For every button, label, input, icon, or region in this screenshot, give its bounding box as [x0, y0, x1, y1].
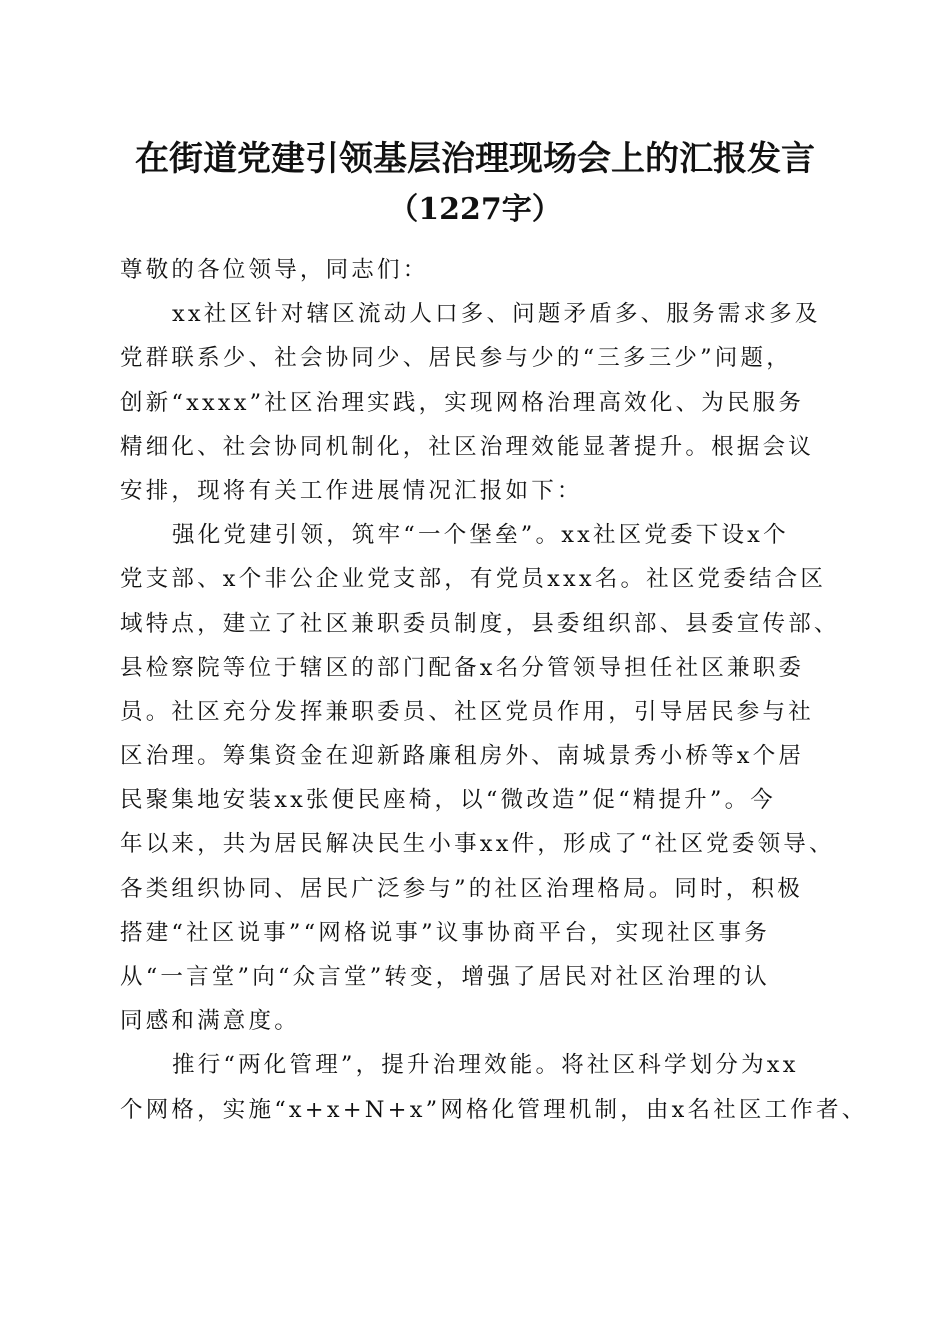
document-body: [120, 248, 868, 1132]
paragraph-line: 强化党建引领，筑牢“一个堡垒”。xx社区党委下设x个: [172, 522, 789, 549]
paragraph-line: 同感和满意度。: [120, 1008, 300, 1035]
salutation-line: 尊敬的各位领导，同志们：: [120, 257, 429, 283]
paragraph-line: 创新“xxxx”社区治理实践，实现网格治理高效化、为民服务: [120, 389, 805, 416]
paragraph-line: 民聚集地安装xx张便民座椅，以“微改造”促“精提升”。今: [120, 787, 776, 814]
paragraph-line: 域特点，建立了社区兼职委员制度，县委组织部、县委宣传部、: [120, 610, 840, 637]
paragraph-line: xx社区针对辖区流动人口多、问题矛盾多、服务需求多及: [172, 301, 821, 328]
paragraph-line: 党支部、x个非公企业党支部，有党员xxx名。社区党委结合区: [120, 566, 827, 593]
paragraph-line: 推行“两化管理”，提升治理效能。将社区科学划分为xx: [172, 1052, 799, 1079]
document-subtitle: （1227字）: [388, 192, 562, 227]
paragraph-line: 搭建“社区说事”“网格说事”议事协商平台，实现社区事务: [120, 919, 770, 946]
title-block: [100, 136, 850, 232]
paragraph-line: 从“一言堂”向“众言堂”转变，增强了居民对社区治理的认: [120, 964, 770, 990]
paragraph-line: 员。社区充分发挥兼职委员、社区党员作用，引导居民参与社: [120, 698, 814, 725]
paragraph-line: 各类组织协同、居民广泛参与”的社区治理格局。同时，积极: [120, 875, 803, 902]
document-title: 在街道党建引领基层治理现场会上的汇报发言: [135, 139, 815, 179]
paragraph-line: 县检察院等位于辖区的部门配备x名分管领导担任社区兼职委: [120, 654, 805, 681]
paragraph-line: 个网格，实施“x+x+N+x”网格化管理机制，由x名社区工作者、: [120, 1096, 868, 1123]
paragraph-line: 区治理。筹集资金在迎新路廉租房外、南城景秀小桥等x个居: [120, 743, 805, 770]
paragraph-line: 安排，现将有关工作进展情况汇报如下：: [120, 477, 583, 504]
paragraph-line: 精细化、社会协同机制化，社区治理效能显著提升。根据会议: [120, 433, 814, 460]
paragraph-line: 年以来，共为居民解决民生小事xx件，形成了“社区党委领导、: [120, 831, 835, 858]
paragraph-line: 党群联系少、社会协同少、居民参与少的“三多三少”问题，: [120, 345, 792, 372]
